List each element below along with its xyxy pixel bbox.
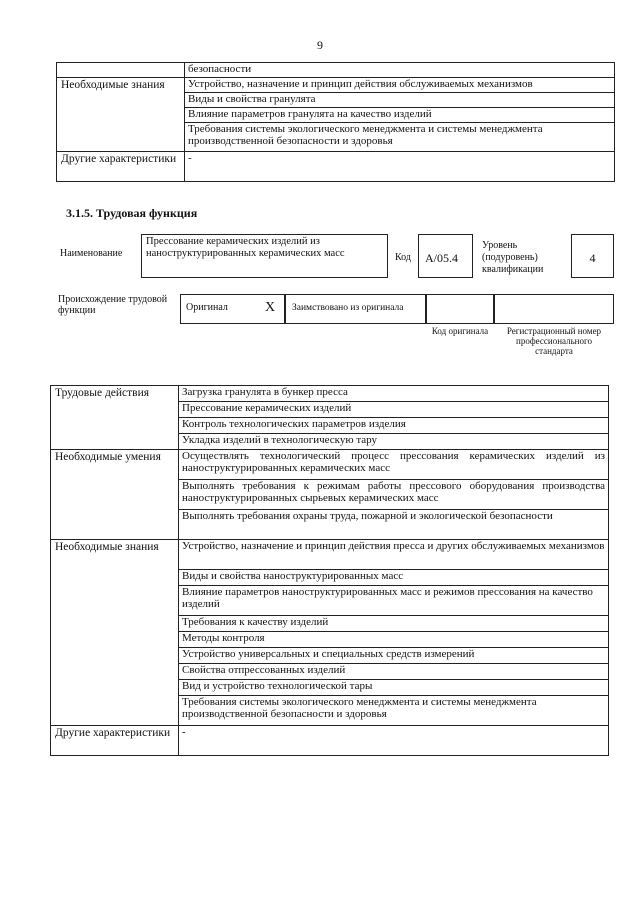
code-original-cell [426, 294, 494, 324]
borrowed-cell [285, 294, 426, 324]
name-value: Прессование керамических изделий из наноструктурированных керамических масс [141, 234, 388, 278]
knowledge-item: Требования системы экологического менеджмента и системы менеджмента производственной безопасности и здоровья [179, 696, 609, 726]
action-item: Загрузка гранулята в бункер пресса [179, 386, 609, 402]
knowledge-item: Вид и устройство технологической тары [179, 680, 609, 696]
reg-number-label: Регистрационный номер профессионального стандарта [506, 326, 602, 356]
main-table [50, 385, 609, 756]
skill-item: Выполнять требования к режимам работы прессового оборудования производства наноструктурированных сырьевых керамических масс [179, 480, 609, 510]
actions-label: Трудовые действия [51, 386, 179, 450]
knowledge-label: Необходимые знания [51, 540, 179, 726]
top-other-label: Другие характеристики [57, 152, 185, 182]
top-table-left-cell [57, 63, 185, 78]
other-value: - [179, 726, 609, 756]
top-knowledge-item: Виды и свойства гранулята [185, 93, 615, 108]
action-item: Укладка изделий в технологическую тару [179, 434, 609, 450]
top-continued-text: безопасности [185, 63, 615, 78]
top-knowledge-item: Требования системы экологического менеджмента и системы менеджмента производственной безопасности и здоровья [185, 123, 615, 152]
page-number: 9 [317, 38, 323, 52]
knowledge-item: Виды и свойства наноструктурированных масс [179, 570, 609, 586]
reg-number-cell [494, 294, 614, 324]
original-cell [180, 294, 285, 324]
knowledge-item: Устройство универсальных и специальных средств измерений [179, 648, 609, 664]
original-label: Оригинал [186, 302, 228, 313]
skill-item: Выполнять требования охраны труда, пожарной и экологической безопасности [179, 510, 609, 540]
borrowed-label: Заимствовано из оригинала [292, 303, 404, 313]
code-label: Код [395, 252, 411, 263]
knowledge-item: Устройство, назначение и принцип действия пресса и других обслуживаемых механизмов [179, 540, 609, 570]
other-label: Другие характеристики [51, 726, 179, 756]
level-label: Уровень (подуровень) квалификации [482, 240, 544, 275]
action-item: Контроль технологических параметров изделия [179, 418, 609, 434]
original-mark: X [265, 300, 276, 315]
top-knowledge-item: Влияние параметров гранулята на качество изделий [185, 108, 615, 123]
action-item: Прессование керамических изделий [179, 402, 609, 418]
knowledge-item: Влияние параметров наноструктурированных масс и режимов прессования на качество изделий [179, 586, 609, 616]
top-table [56, 62, 615, 182]
name-label: Наименование [60, 248, 123, 259]
top-knowledge-label: Необходимые знания [57, 78, 185, 152]
skills-label: Необходимые умения [51, 450, 179, 540]
top-other-value: - [185, 152, 615, 182]
origin-label: Происхождение трудовой функции [58, 294, 168, 316]
knowledge-item: Требования к качеству изделий [179, 616, 609, 632]
top-knowledge-item: Устройство, назначение и принцип действия обслуживаемых механизмов [185, 78, 615, 93]
skill-item: Осуществлять технологический процесс прессования керамических изделий из наноструктурированных керамических масс [179, 450, 609, 480]
code-value: A/05.4 [418, 234, 473, 278]
knowledge-item: Свойства отпрессованных изделий [179, 664, 609, 680]
section-title: 3.1.5. Трудовая функция [66, 206, 198, 220]
knowledge-item: Методы контроля [179, 632, 609, 648]
code-original-label: Код оригинала [431, 326, 489, 336]
level-value: 4 [571, 234, 614, 278]
